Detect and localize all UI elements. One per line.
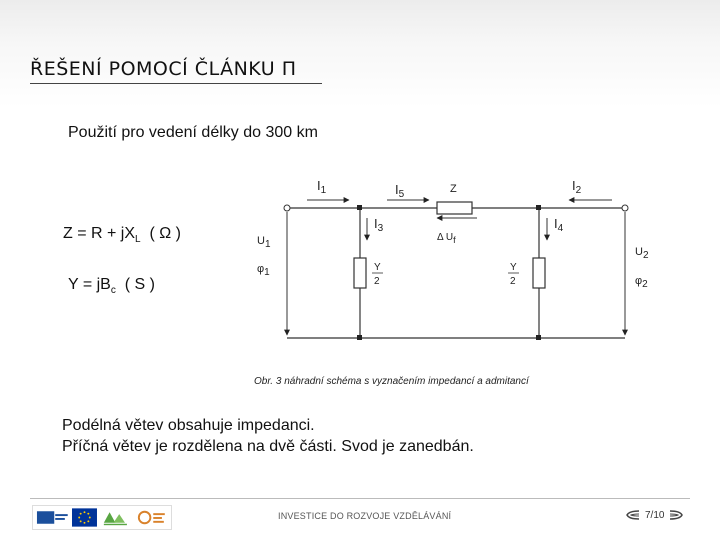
title-underline: [30, 83, 322, 84]
label-i4: $I_4$: [554, 216, 564, 234]
terminal-top-right: [622, 205, 628, 211]
slide-title: ŘEŠENÍ POMOCÍ ČLÁNKU Π: [30, 58, 297, 80]
op-vk-logo: [135, 508, 168, 527]
admittance-equation-subscript: c: [110, 285, 116, 297]
label-i5: $I_5$: [395, 182, 405, 200]
admittance-equation-unit: ( S ): [124, 276, 155, 293]
shunt-admittance-left: [354, 258, 366, 288]
label-u2: U2: [635, 246, 649, 261]
pi-circuit-diagram: [247, 160, 677, 365]
funding-logos: [32, 505, 172, 530]
body-text: [62, 415, 474, 457]
label-y-num-right: Y: [510, 262, 517, 273]
impedance-equation-expression: Z = R + jX: [63, 225, 136, 242]
slide-pager: [625, 509, 684, 521]
label-y-den-left: 2: [374, 276, 380, 287]
page-number: 7/10: [645, 509, 665, 521]
slide-subtitle: Použití pro vedení délky do 300 km: [68, 124, 318, 141]
impedance-equation: [63, 225, 181, 245]
admittance-equation-expression: Y = jB: [68, 276, 111, 293]
label-y-num-left: Y: [374, 262, 381, 273]
admittance-equation: [68, 276, 155, 296]
label-phi1: φ1: [257, 263, 270, 278]
impedance-equation-unit: ( Ω ): [149, 225, 181, 242]
next-slide-icon[interactable]: [668, 509, 684, 521]
label-i3: $I_3$: [374, 216, 384, 234]
label-phi2: φ2: [635, 275, 648, 290]
label-delta-u: Δ Uf: [437, 232, 456, 245]
label-i2: $I_2$: [572, 178, 582, 196]
esf-logo: [36, 508, 69, 527]
label-z: Z: [450, 183, 457, 195]
previous-slide-icon[interactable]: [625, 509, 641, 521]
footer-divider: [30, 498, 690, 499]
msmt-logo: [100, 508, 133, 527]
figure-caption: Obr. 3 náhradní schéma s vyznačením impedancí a admitancí: [254, 376, 529, 387]
label-i1: $I_1$: [317, 178, 327, 196]
body-line-2: Příčná větev je rozdělena na dvě části. Svod je zanedbán.: [62, 438, 474, 455]
shunt-admittance-right: [533, 258, 545, 288]
footer-text: INVESTICE DO ROZVOJE VZDĚLÁVÁNÍ: [278, 511, 452, 521]
label-u1: U1: [257, 235, 271, 250]
body-line-1: Podélná větev obsahuje impedanci.: [62, 417, 315, 434]
label-y-den-right: 2: [510, 276, 516, 287]
eu-flag-logo: [72, 508, 97, 527]
impedance-equation-subscript: L: [135, 234, 141, 246]
terminal-top-left: [284, 205, 290, 211]
series-impedance-box: [437, 202, 472, 214]
